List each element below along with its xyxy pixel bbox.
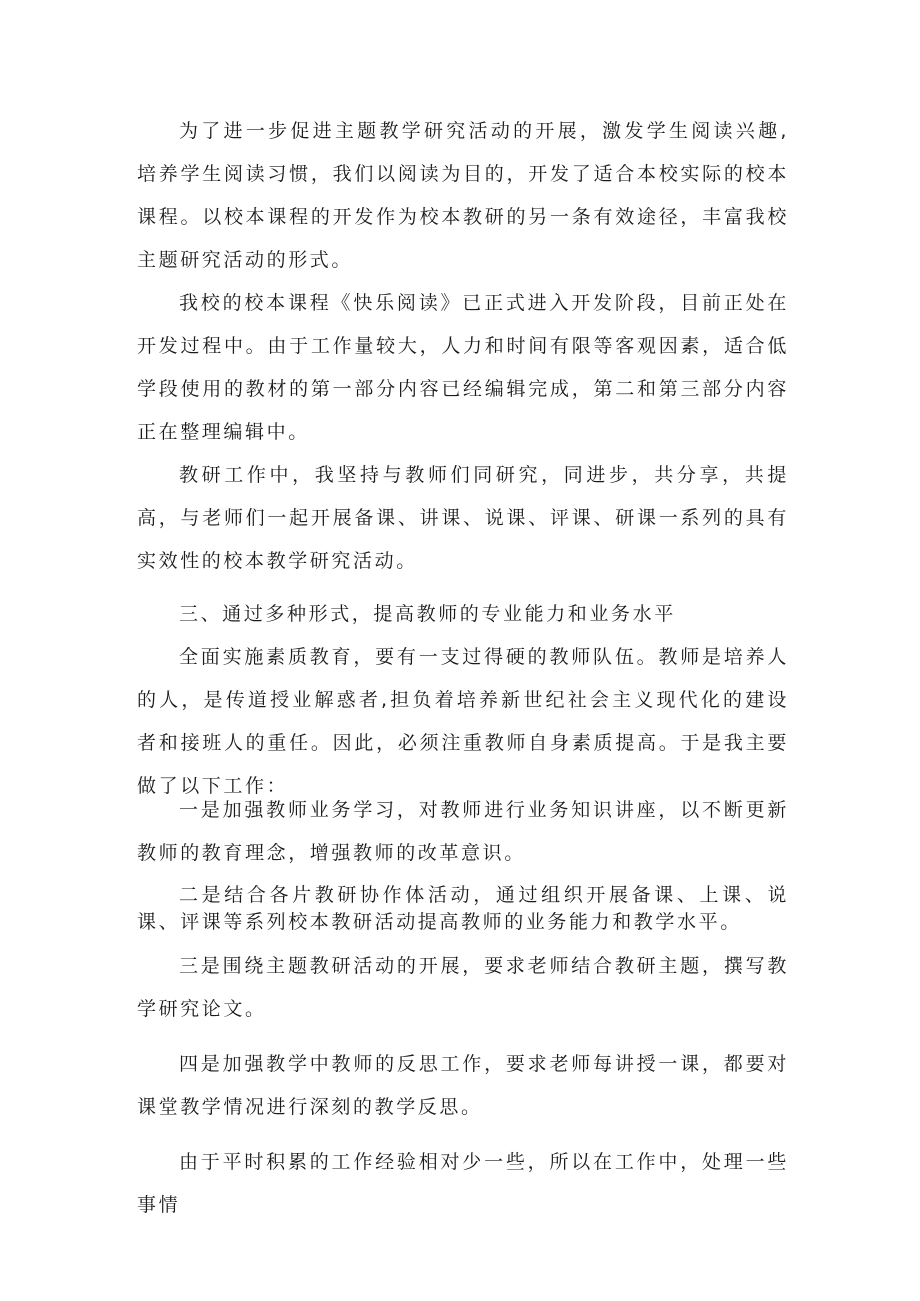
paragraph-item-two: 二是结合各片教研协作体活动，通过组织开展备课、上课、说课、评课等系列校本教研活动提高教师的业务能力和教学水平。 (137, 884, 789, 933)
paragraph-item-three: 三是围绕主题教研活动的开展，要求老师结合教研主题，撰写教学研究论文。 (137, 955, 789, 1020)
section-heading-three: 三、通过多种形式，提高教师的专业能力和业务水平 (179, 603, 676, 625)
paragraph-reading-course-purpose: 为了进一步促进主题教学研究活动的开展，激发学生阅读兴趣,培养学生阅读习惯，我们以阅读为目的，开发了适合本校实际的校本课程。以校本课程的开发作为校本教研的另一条有效途径，丰富我校主题研究活动的形式。 (137, 120, 789, 271)
paragraph-closing-partial: 由于平时积累的工作经验相对少一些，所以在工作中，处理一些事情 (137, 1151, 789, 1216)
paragraph-item-one: 一是加强教师业务学习，对教师进行业务知识讲座，以不断更新教师的教育理念，增强教师的改革意识。 (137, 799, 789, 864)
paragraph-happy-reading-course: 我校的校本课程《快乐阅读》已正式进入开发阶段，目前正处在开发过程中。由于工作量较大，人力和时间有限等客观因素，适合低学段使用的教材的第一部分内容已经编辑完成，第二和第三部分内容正在整理编辑中。 (137, 292, 789, 443)
paragraph-item-four: 四是加强教学中教师的反思工作，要求老师每讲授一课，都要对课堂教学情况进行深刻的教学反思。 (137, 1053, 789, 1118)
paragraph-quality-education: 全面实施素质教育，要有一支过得硬的教师队伍。教师是培养人的人，是传道授业解惑者,担负着培养新世纪社会主义现代化的建设者和接班人的重任。因此，必须注重教师自身素质提高。于是我主要做了以下工作： (137, 646, 789, 797)
paragraph-teaching-research-work: 教研工作中，我坚持与教师们同研究，同进步，共分享，共提高，与老师们一起开展备课、讲课、说课、评课、研课一系列的具有实效性的校本教学研究活动。 (137, 464, 789, 572)
